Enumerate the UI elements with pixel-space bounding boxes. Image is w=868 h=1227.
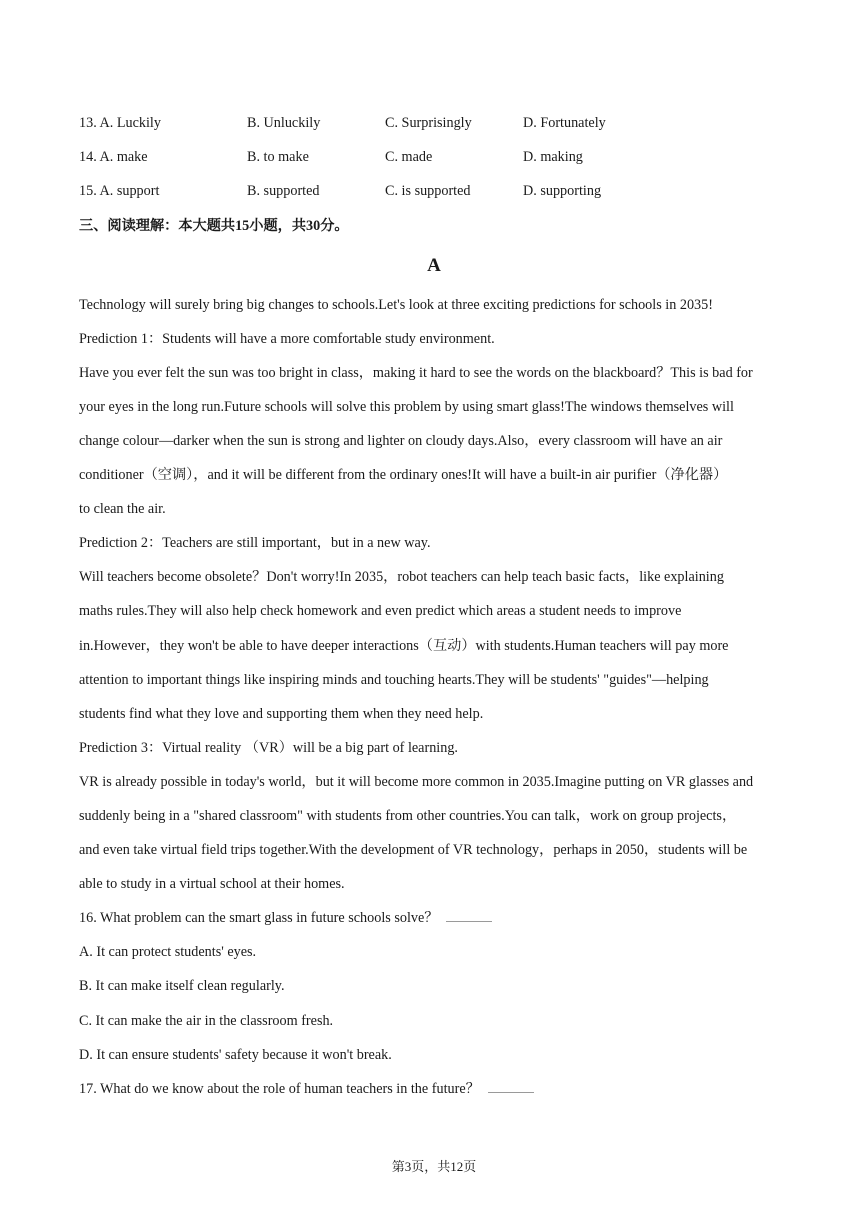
passage-line: attention to important things like inspiring minds and touching hearts.They will be students' "guides"—helping <box>79 672 709 688</box>
option-a: 15. A. support <box>79 183 160 199</box>
option-b: B. to make <box>247 149 309 165</box>
passage-line: Prediction 2：Teachers are still important，but in a new way. <box>79 535 431 551</box>
question-17 <box>79 1080 534 1098</box>
section-heading: 三、阅读理解：本大题共15小题，共30分。 <box>79 218 349 234</box>
question-16-text: 16. What problem can the smart glass in future schools solve？ <box>79 910 439 926</box>
passage-line: able to study in a virtual school at their homes. <box>79 876 345 892</box>
passage-line: maths rules.They will also help check homework and even predict which areas a student needs to improve <box>79 603 682 619</box>
option-a: 14. A. make <box>79 149 148 165</box>
passage-line: in.However，they won't be able to have deeper interactions（互动）with students.Human teachers will pay more <box>79 638 729 654</box>
choice-c: C. It can make the air in the classroom fresh. <box>79 1013 334 1029</box>
choice-b: B. It can make itself clean regularly. <box>79 978 285 994</box>
passage-line: conditioner（空调），and it will be different from the ordinary ones!It will have a built-in air purifier（净化器） <box>79 467 728 483</box>
passage-line: Prediction 1：Students will have a more comfortable study environment. <box>79 331 495 347</box>
passage-line: students find what they love and supporting them when they need help. <box>79 706 484 722</box>
passage-line: Will teachers become obsolete？Don't worry!In 2035，robot teachers can help teach basic facts，like explaining <box>79 569 724 585</box>
passage-line: and even take virtual field trips together.With the development of VR technology，perhaps in 2050，students will be <box>79 842 748 858</box>
question-17-text: 17. What do we know about the role of human teachers in the future？ <box>79 1081 480 1097</box>
option-b: B. supported <box>247 183 320 199</box>
option-d: D. supporting <box>523 183 602 199</box>
option-a: 13. A. Luckily <box>79 115 161 131</box>
passage-line: VR is already possible in today's world，but it will become more common in 2035.Imagine putting on VR glasses and <box>79 774 754 790</box>
option-d: D. making <box>523 149 583 165</box>
option-c: C. Surprisingly <box>385 115 472 131</box>
passage-line: Technology will surely bring big changes to schools.Let's look at three exciting predictions for schools in 2035! <box>79 297 713 313</box>
option-c: C. is supported <box>385 183 471 199</box>
question-16 <box>79 909 492 927</box>
passage-line: Have you ever felt the sun was too bright in class，making it hard to see the words on the blackboard？This is bad for <box>79 365 753 381</box>
passage-title: A <box>427 255 441 276</box>
passage-line: suddenly being in a "shared classroom" with students from other countries.You can talk，work on group projects， <box>79 808 737 824</box>
choice-d: D. It can ensure students' safety because it won't break. <box>79 1047 392 1063</box>
passage-line: Prediction 3：Virtual reality （VR）will be a big part of learning. <box>79 740 458 756</box>
passage-line: change colour—darker when the sun is strong and lighter on cloudy days.Also，every classroom will have an air <box>79 433 723 449</box>
answer-blank[interactable] <box>446 921 492 922</box>
option-b: B. Unluckily <box>247 115 321 131</box>
answer-blank[interactable] <box>488 1092 534 1093</box>
choice-a: A. It can protect students' eyes. <box>79 944 257 960</box>
passage-line: your eyes in the long run.Future schools will solve this problem by using smart glass!The windows themselves will <box>79 399 734 415</box>
option-d: D. Fortunately <box>523 115 606 131</box>
passage-line: to clean the air. <box>79 501 166 517</box>
page-footer: 第3页，共12页 <box>391 1159 477 1174</box>
option-c: C. made <box>385 149 433 165</box>
